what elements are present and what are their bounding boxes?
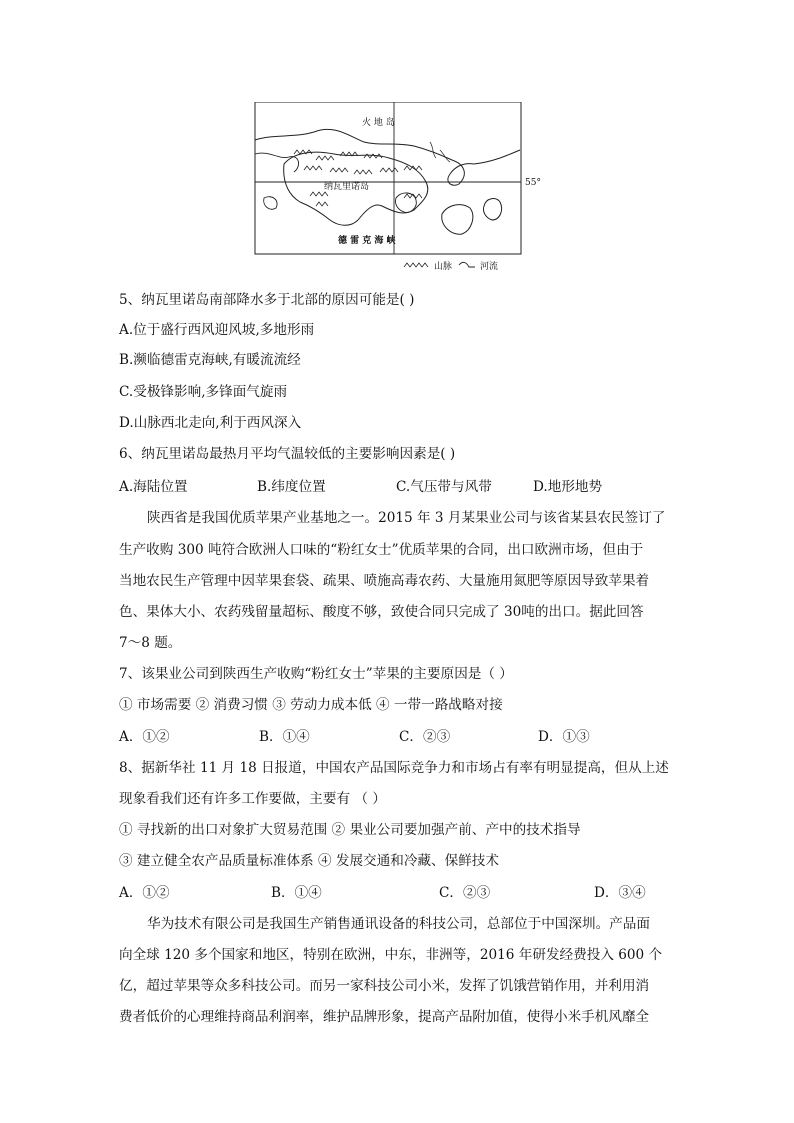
question-8-option-d: D．③④: [594, 885, 646, 901]
question-5-option-a: A.位于盛行西风迎风坡,多地形雨: [119, 322, 315, 338]
question-7-option-d: D．①③: [538, 729, 590, 745]
navarino-island-map: [254, 102, 554, 274]
mountain-symbols: [294, 150, 422, 206]
passage-2-line-2: 向全球 120 多个国家和地区，特别在欧洲，中东，非洲等，2016 年研发经费投入 600 个: [119, 947, 663, 963]
question-8-items-line-1: ① 寻找新的出口对象扩大贸易范围 ② 果业公司要加强产前、产中的技术指导: [119, 822, 581, 838]
question-5-stem: 5、纳瓦里诺岛南部降水多于北部的原因可能是( ): [119, 292, 415, 308]
river-symbols: [430, 142, 450, 162]
question-7-option-b: B．①④: [259, 729, 310, 745]
label-tierra-del-fuego: 火 地 岛: [362, 118, 395, 128]
legend-river-label: 河流: [480, 262, 499, 272]
question-8-option-b: B．①④: [271, 885, 322, 901]
label-drake-passage: 德 雷 克 海 峡: [338, 236, 396, 246]
passage-2-line-4: 费者低价的心理维持商品利润率，维护品牌形象，提高产品附加值，使得小米手机风靡全: [119, 1009, 650, 1025]
question-5-option-b: B.濒临德雷克海峡,有暖流流经: [119, 352, 301, 368]
passage-2-line-1: 华为技术有限公司是我国生产销售通讯设备的科技公司，总部位于中国深圳。产品面: [147, 916, 650, 932]
question-8-stem-line-1: 8、据新华社 11 月 18 日报道，中国农产品国际竞争力和市场占有率有明显提高，但从上述: [119, 760, 669, 776]
question-6-option-d: D.地形地势: [533, 479, 603, 495]
question-6-option-c: C.气压带与风带: [396, 479, 492, 495]
question-8-stem-line-2: 现象看我们还有许多工作要做，主要有 （ ）: [119, 791, 386, 807]
passage-1-line-4: 色、果体大小、农药残留量超标、酸度不够，致使合同只完成了 30吨的出口。据此回答: [119, 604, 644, 620]
question-7-stem: 7、该果业公司到陕西生产收购“粉红女士”苹果的主要原因是（ ）: [119, 666, 513, 682]
question-6-option-b: B.纬度位置: [257, 479, 326, 495]
question-7-option-a: A．①②: [119, 729, 170, 745]
label-latitude-55: 55°: [525, 178, 541, 188]
passage-1-line-2: 生产收购 300 吨符合欧洲人口味的“粉红女士”优质苹果的合同，出口欧洲市场，但由于: [119, 542, 644, 558]
question-6-stem: 6、纳瓦里诺岛最热月平均气温较低的主要影响因素是( ): [119, 446, 456, 462]
legend-mountain-label: 山脉: [434, 262, 453, 272]
question-8-option-c: C．②③: [439, 885, 491, 901]
question-8-items-line-2: ③ 建立健全农产品质量标准体系 ④ 发展交通和冷藏、保鲜技术: [119, 853, 499, 869]
question-5-option-c: C.受极锋影响,多锋面气旋雨: [119, 384, 288, 400]
question-5-option-d: D.山脉西北走向,利于西风深入: [119, 415, 302, 431]
legend-river-icon: [459, 262, 475, 267]
legend-mountain-icon: [404, 263, 428, 267]
question-7-option-c: C．②③: [399, 729, 451, 745]
question-8-option-a: A．①②: [119, 885, 170, 901]
map-drawing: [254, 102, 554, 274]
label-navarino-island: 纳瓦里诺岛: [324, 182, 370, 192]
passage-1-line-3: 当地农民生产管理中因苹果套袋、疏果、喷施高毒农药、大量施用氮肥等原因导致苹果着: [119, 573, 650, 589]
passage-1-line-5: 7～8 题。: [119, 635, 182, 651]
passage-1-line-1: 陕西省是我国优质苹果产业基地之一。2015 年 3 月某果业公司与该省某县农民签订了: [147, 510, 666, 526]
question-6-option-a: A.海陆位置: [119, 479, 188, 495]
passage-2-line-3: 亿，超过苹果等众多科技公司。而另一家科技公司小米，发挥了饥饿营销作用，并利用消: [119, 978, 650, 994]
question-7-items: ① 市场需要 ② 消费习惯 ③ 劳动力成本低 ④ 一带一路战略对接: [119, 697, 503, 713]
